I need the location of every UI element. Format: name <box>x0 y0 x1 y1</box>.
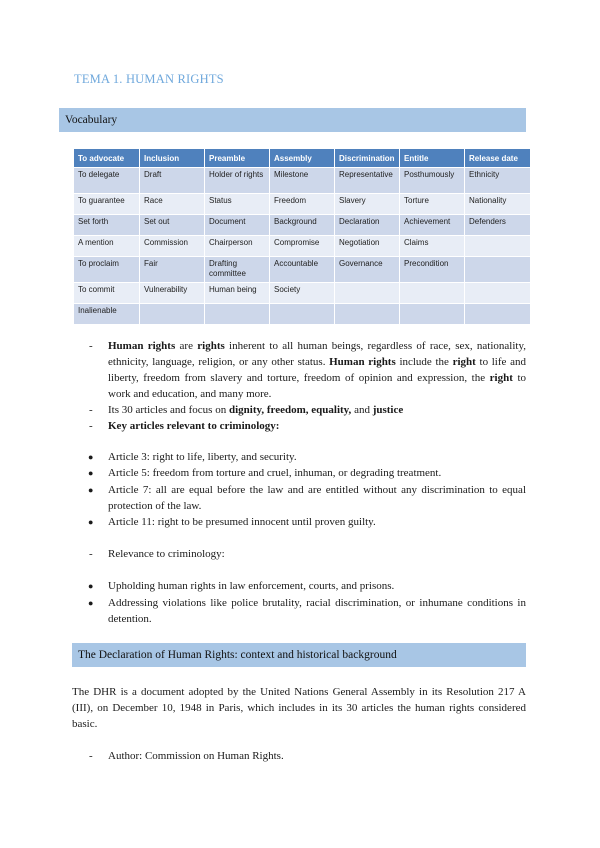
table-header: Release date <box>465 149 531 168</box>
table-cell: Drafting committee <box>205 257 270 283</box>
table-header: To advocate <box>74 149 140 168</box>
dash-marker: - <box>89 404 93 416</box>
table-cell <box>400 304 465 325</box>
table-cell: Precondition <box>400 257 465 283</box>
table-cell: Accountable <box>270 257 335 283</box>
table-row <box>74 215 531 236</box>
page-title: TEMA 1. HUMAN RIGHTS <box>74 72 224 86</box>
table-header-row <box>74 149 531 168</box>
table-row <box>74 236 531 257</box>
table-cell: Document <box>205 215 270 236</box>
table-cell: Achievement <box>400 215 465 236</box>
table-cell: Compromise <box>270 236 335 257</box>
vocabulary-table <box>73 148 531 325</box>
author-line: Author: Commission on Human Rights. <box>108 750 284 762</box>
table-cell: Set forth <box>74 215 140 236</box>
table-cell: Background <box>270 215 335 236</box>
declaration-heading: The Declaration of Human Rights: context and historical background <box>72 643 526 667</box>
bullet-marker: ● <box>88 581 94 591</box>
dash-marker: - <box>89 548 93 560</box>
table-cell: Draft <box>140 168 205 194</box>
table-header: Preamble <box>205 149 270 168</box>
list-item: Article 5: freedom from torture and cruel, inhuman, or degrading treatment. <box>108 467 442 479</box>
table-cell: Holder of rights <box>205 168 270 194</box>
bullet-marker: ● <box>88 452 94 462</box>
table-cell <box>465 236 531 257</box>
table-row <box>74 168 531 194</box>
table-row <box>74 304 531 325</box>
table-row <box>74 257 531 283</box>
dash-marker: - <box>89 340 93 352</box>
table-cell: To delegate <box>74 168 140 194</box>
table-cell: To guarantee <box>74 194 140 215</box>
table-cell: Race <box>140 194 205 215</box>
dash-marker: - <box>89 750 93 762</box>
table-cell: Governance <box>335 257 400 283</box>
table-header: Discrimination <box>335 149 400 168</box>
list-item: Article 11: right to be presumed innocent until proven guilty. <box>108 516 376 528</box>
table-cell: Chairperson <box>205 236 270 257</box>
bullet-marker: ● <box>88 468 94 478</box>
table-cell <box>335 304 400 325</box>
table-cell <box>400 283 465 304</box>
table-cell <box>465 283 531 304</box>
table-cell: Fair <box>140 257 205 283</box>
relevance-heading: Relevance to criminology: <box>108 548 225 560</box>
table-cell: Slavery <box>335 194 400 215</box>
bullet-marker: ● <box>88 598 94 608</box>
list-item: Article 7: all are equal before the law and are entitled without any discrimination to equal protection of the law. <box>108 484 526 512</box>
table-cell: Declaration <box>335 215 400 236</box>
table-header: Entitle <box>400 149 465 168</box>
table-cell: Inalienable <box>74 304 140 325</box>
table-cell: Posthumously <box>400 168 465 194</box>
key-articles-heading: Key articles relevant to criminology: <box>108 420 280 432</box>
table-row <box>74 194 531 215</box>
list-item: Article 3: right to life, liberty, and security. <box>108 451 297 463</box>
table-cell <box>270 304 335 325</box>
table-cell: Commission <box>140 236 205 257</box>
bullet-marker: ● <box>88 485 94 495</box>
table-cell: To commit <box>74 283 140 304</box>
table-cell: Defenders <box>465 215 531 236</box>
table-cell: Negotiation <box>335 236 400 257</box>
table-cell: Status <box>205 194 270 215</box>
table-cell: Representative <box>335 168 400 194</box>
table-cell: Milestone <box>270 168 335 194</box>
declaration-paragraph: The DHR is a document adopted by the United Nations General Assembly in its Resolution 217 A (III), on December 10, 1948 in Paris, which includes in its 30 articles the human rights considered basic. <box>72 686 526 730</box>
table-cell <box>465 257 531 283</box>
articles-focus: Its 30 articles and focus on dignity, freedom, equality, and justice <box>108 404 404 416</box>
list-item: Addressing violations like police brutality, racial discrimination, or inhumane conditions in detention. <box>108 597 526 625</box>
table-row <box>74 283 531 304</box>
table-cell: Human being <box>205 283 270 304</box>
human-rights-definition: Human rights are rights inherent to all human beings, regardless of race, sex, nationality, ethnicity, language, religion, or any other status. Human rights include the right to life and liberty, freedom from slavery and torture, freedom of opinion and expression, the right to work and education, and many more. <box>108 340 526 400</box>
table-cell: Nationality <box>465 194 531 215</box>
table-cell <box>140 304 205 325</box>
bullet-marker: ● <box>88 517 94 527</box>
table-cell: Claims <box>400 236 465 257</box>
table-cell: Society <box>270 283 335 304</box>
list-item: Upholding human rights in law enforcement, courts, and prisons. <box>108 580 395 592</box>
table-cell <box>335 283 400 304</box>
table-cell: Set out <box>140 215 205 236</box>
table-cell <box>465 304 531 325</box>
table-cell: Vulnerability <box>140 283 205 304</box>
dash-marker: - <box>89 420 93 432</box>
table-header: Assembly <box>270 149 335 168</box>
table-cell: A mention <box>74 236 140 257</box>
table-cell: Torture <box>400 194 465 215</box>
table-cell: Freedom <box>270 194 335 215</box>
table-cell: Ethnicity <box>465 168 531 194</box>
table-header: Inclusion <box>140 149 205 168</box>
vocabulary-heading: Vocabulary <box>59 108 526 132</box>
table-cell <box>205 304 270 325</box>
table-cell: To proclaim <box>74 257 140 283</box>
